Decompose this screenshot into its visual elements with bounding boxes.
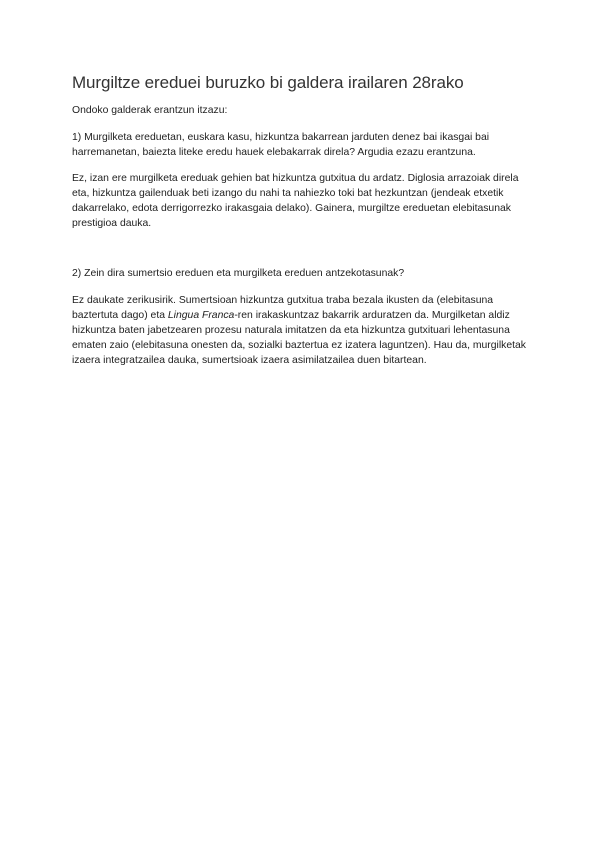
question-1: 1) Murgilketa ereduetan, euskara kasu, hizkuntza bakarrean jarduten denez bai ikasgai bai harremanetan, baiezta liteke eredu hauek elebakarrak direla? Argudia ezazu erantzuna. [72,132,490,158]
intro-text: Ondoko galderak erantzun itzazu: [72,105,228,116]
answer-2-italic-term: Lingua Franca [167,310,235,321]
question-2: 2) Zein dira sumertsio ereduen eta murgilketa ereduen antzekotasunak? [72,268,405,279]
answer-2-part-1: Ez daukate zerikusirik. Sumertsioan hizkuntza gutxitua traba bezala ikusten da (elebitasuna baztertuta dago) eta [72,295,494,321]
answer-2-part-2: -ren irakaskuntzaz bakarrik arduratzen da. Murgilketan aldiz hizkuntza baten jabetzearen prozesu naturala imitatzen da eta hizkuntza gutxituari lehentasuna ematen zaio (elebitasuna onesten da, sozialki baztertua ez izatera laguntzen). Hau da, murgilketak izaera integratzailea dauka, sumertsioak izaera asimilatzailea duen bitartean. [72,310,526,366]
answer-1: Ez, izan ere murgilketa ereduak gehien bat hizkuntza gutxitua du ardatz. Diglosia arrazoiak direla eta, hizkuntza gailenduak beti izango du nahi ta nahiezko toki bat hezkuntzan (jendeak etxetik dakarrelako, edota derrigorrezko irakasgaia delako). Gainera, murgiltze ereduetan elebitasunak prestigioa dauka. [72,173,519,229]
document-page [72,72,537,368]
document-title: Murgiltze ereduei buruzko bi galdera irailaren 28rako [72,73,464,92]
answer-2 [72,293,537,368]
